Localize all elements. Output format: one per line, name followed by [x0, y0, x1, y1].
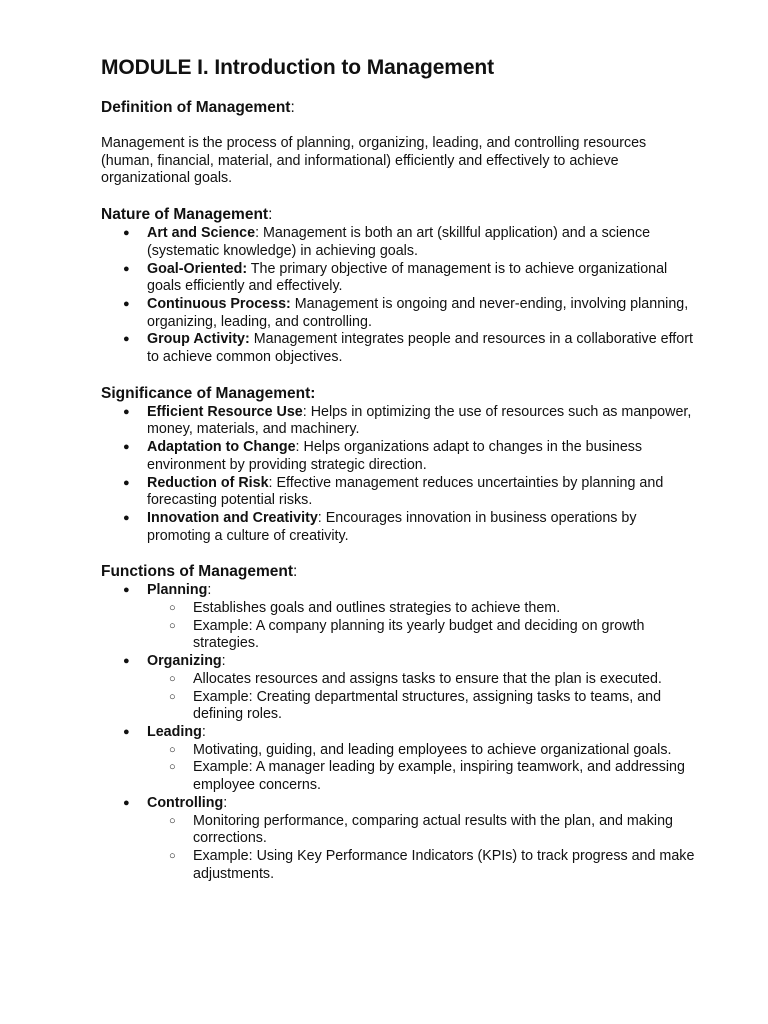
item-sep: : [317, 509, 322, 526]
document-page [101, 56, 701, 883]
item-text: Management is ongoing and never-ending, involving planning, organizing, leading, and controlling. [147, 295, 689, 330]
item-text: Helps in optimizing the use of resources such as manpower, money, materials, and machinery. [147, 403, 692, 438]
item-text: Management integrates people and resources in a collaborative effort to achieve common objectives. [147, 331, 693, 366]
nature-heading-text: Nature of Management [101, 206, 269, 224]
sub-list-item [147, 742, 701, 760]
functions-heading-colon: : [293, 563, 298, 581]
item-text: Helps organizations adapt to changes in the business environment by providing strategic direction. [147, 439, 643, 473]
list-item [101, 582, 701, 653]
sub-list-item [147, 813, 701, 848]
item-sep: : [255, 225, 260, 242]
bullet-icon: ● [123, 796, 130, 809]
item-text: The primary objective of management is to achieve organizational goals efficiently and effectively. [147, 260, 668, 295]
item-term: Adaptation to Change [147, 439, 296, 456]
nature-list [101, 225, 701, 367]
definition-heading [101, 98, 701, 118]
list-item [101, 795, 701, 884]
sub-list-item [147, 671, 701, 689]
sub-list-item [147, 689, 701, 724]
bullet-icon: ● [123, 655, 130, 668]
item-text: Encourages innovation in business operations by promoting a culture of creativity. [147, 509, 637, 544]
significance-heading-text: Significance of Management: [101, 384, 316, 402]
circle-bullet-icon: ○ [169, 814, 176, 827]
definition-heading-text: Definition of Management [101, 99, 291, 116]
list-item [101, 261, 701, 296]
circle-bullet-icon: ○ [169, 619, 176, 632]
definition-text: Management is the process of planning, organizing, leading, and controlling resources (human, financial, material, and informational) efficiently and effectively to achieve organizational goals. [101, 135, 647, 187]
list-item [101, 296, 701, 331]
item-term: Group Activity: [147, 331, 250, 348]
item-term: Art and Science [147, 225, 256, 242]
list-item [101, 475, 701, 510]
item-sep: : [201, 723, 206, 740]
circle-bullet-icon: ○ [169, 761, 176, 774]
sub-list-item [147, 600, 701, 618]
item-sep: : [207, 582, 212, 599]
circle-bullet-icon: ○ [169, 690, 176, 703]
circle-bullet-icon: ○ [169, 849, 176, 862]
list-item [101, 510, 701, 545]
list-item [101, 404, 701, 439]
sub-item-text: Example: Creating departmental structures, assigning tasks to teams, and defining roles. [193, 688, 662, 723]
bullet-icon: ● [123, 262, 130, 275]
bullet-icon: ● [123, 333, 130, 346]
list-item [101, 439, 701, 474]
sub-item-text: Example: A company planning its yearly budget and deciding on growth strategies. [193, 617, 645, 652]
sub-item-text: Motivating, guiding, and leading employees to achieve organizational goals. [193, 741, 672, 758]
nature-heading [101, 205, 701, 225]
item-text: Effective management reduces uncertainties by planning and forecasting potential risks. [147, 474, 664, 509]
item-term: Continuous Process: [147, 295, 291, 312]
bullet-icon: ● [123, 725, 130, 738]
bullet-icon: ● [123, 584, 130, 597]
sub-list-item [147, 618, 701, 653]
sub-item-text: Allocates resources and assigns tasks to ensure that the plan is executed. [193, 670, 662, 687]
list-item [101, 724, 701, 795]
circle-bullet-icon: ○ [169, 672, 176, 685]
functions-list [101, 582, 701, 883]
item-sep: : [268, 474, 273, 491]
list-item [101, 331, 701, 366]
item-term: Leading [147, 723, 202, 740]
sub-list-item [147, 759, 701, 794]
item-sep: : [223, 794, 228, 811]
item-term: Reduction of Risk [147, 474, 269, 491]
item-term: Goal-Oriented: [147, 260, 248, 277]
bullet-icon: ● [123, 441, 130, 454]
functions-heading-text: Functions of Management [101, 563, 294, 581]
item-term: Controlling [147, 794, 224, 811]
list-item [101, 653, 701, 724]
item-sep: : [221, 653, 226, 670]
item-term: Innovation and Creativity [147, 509, 318, 526]
bullet-icon: ● [123, 227, 130, 240]
sub-item-text: Example: Using Key Performance Indicators (KPIs) to track progress and make adjustments. [193, 847, 695, 882]
item-text: Management is both an art (skillful application) and a science (systematic knowledge) in achieving goals. [147, 225, 651, 259]
list-item [101, 225, 701, 260]
circle-bullet-icon: ○ [169, 602, 176, 615]
sub-list [147, 813, 701, 884]
bullet-icon: ● [123, 297, 130, 310]
item-term: Organizing [147, 653, 222, 670]
item-sep: : [295, 439, 300, 456]
circle-bullet-icon: ○ [169, 743, 176, 756]
significance-list [101, 404, 701, 546]
sub-item-text: Example: A manager leading by example, inspiring teamwork, and addressing employee concerns. [193, 759, 685, 794]
bullet-icon: ● [123, 511, 130, 524]
item-sep: : [302, 403, 307, 420]
sub-list-item [147, 848, 701, 883]
item-term: Efficient Resource Use [147, 403, 303, 420]
sub-item-text: Monitoring performance, comparing actual results with the plan, and making corrections. [193, 812, 673, 847]
module-title: MODULE I. Introduction to Management [101, 56, 495, 79]
bullet-icon: ● [123, 405, 130, 418]
sub-list [147, 671, 701, 724]
significance-heading [101, 384, 701, 404]
sub-list [147, 742, 701, 795]
bullet-icon: ● [123, 476, 130, 489]
definition-heading-colon: : [290, 99, 295, 116]
sub-item-text: Establishes goals and outlines strategies to achieve them. [193, 600, 561, 617]
item-term: Planning [147, 582, 208, 599]
nature-heading-colon: : [268, 206, 273, 224]
functions-heading [101, 562, 701, 582]
sub-list [147, 600, 701, 653]
